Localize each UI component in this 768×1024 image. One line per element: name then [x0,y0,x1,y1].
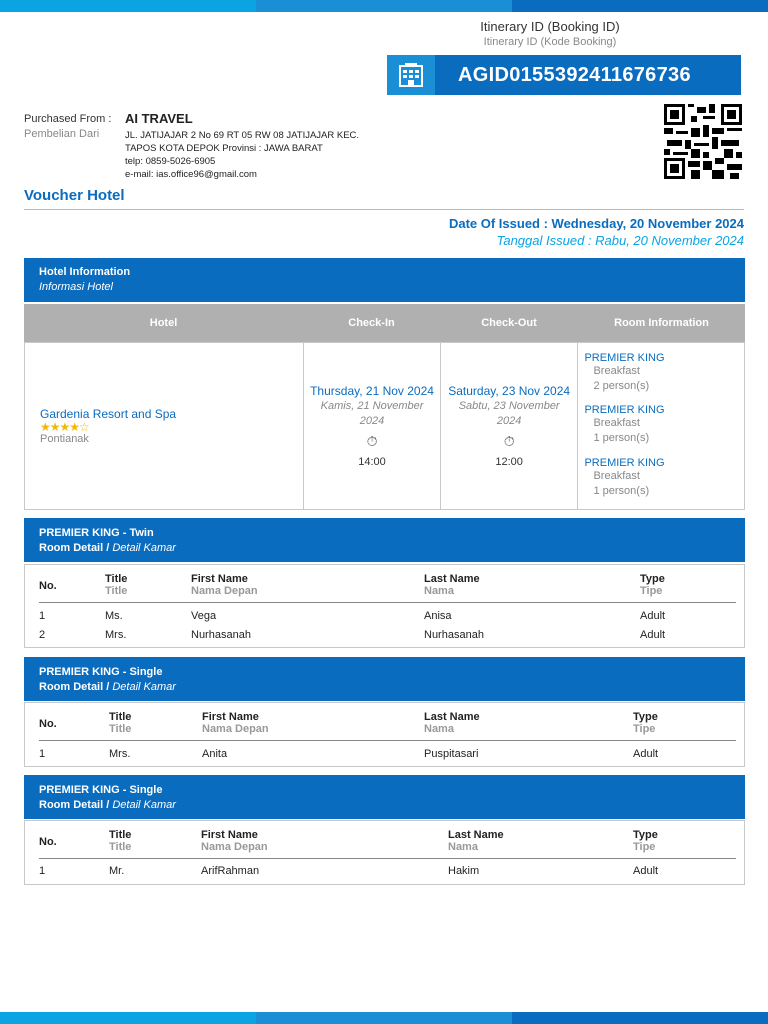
checkout-cell [441,343,579,509]
guest-no: 1 [39,748,46,760]
room-detail-header [24,518,745,562]
header-last-name-id: Nama [424,723,454,735]
hotel-table-header [24,304,745,342]
qr-code-icon [664,104,742,179]
hotel-info-title: Hotel Information [39,266,131,278]
guest-no: 2 [39,629,46,641]
issued-date-id: Tanggal Issued : Rabu, 20 November 2024 [496,233,744,248]
room-meal: Breakfast [593,470,640,482]
itinerary-label: Itinerary ID (Booking ID) [480,19,620,34]
header-first-name: First Name [201,829,258,841]
col-room-info: Room Information [614,317,709,329]
room-detail-label: Room Detail / Detail Kamar [39,799,176,811]
header-type: Type [640,573,665,585]
header-first-name: First Name [202,711,259,723]
header-no: No. [39,836,57,848]
header-no: No. [39,718,57,730]
guest-table [24,702,745,767]
room-name: PREMIER KING [584,404,665,416]
header-first-name: First Name [191,573,248,585]
guest-type: Adult [633,748,659,760]
guest-title: Mrs. [109,748,131,760]
room-info-item [584,404,664,446]
header-type-id: Tipe [633,723,656,735]
header-title-id: Title [109,723,132,735]
agent-phone: telp: 0859-5026-6905 [125,156,216,167]
room-detail-header [24,657,745,701]
guest-title: Mr. [109,865,125,877]
hotel-name: Gardenia Resort and Spa [40,407,177,421]
room-info-cell [578,343,744,509]
agent-address [125,129,425,181]
col-checkout: Check-Out [481,317,537,329]
header-underline [39,858,736,859]
hotel-city: Pontianak [40,433,89,445]
header-type: Type [633,711,658,723]
hotel-icon [387,55,435,95]
header-title: Title [109,829,132,841]
header-type: Type [633,829,658,841]
header-first-name-id: Nama Depan [191,585,258,597]
room-detail-label: Room Detail / Detail Kamar [39,542,176,554]
header-last-name: Last Name [448,829,504,841]
header-first-name-id: Nama Depan [202,723,269,735]
room-detail-label: Room Detail / Detail Kamar [39,681,176,693]
header-title-id: Title [109,841,132,853]
agent-email: e-mail: ias.office96@gmail.com [125,169,257,180]
hotel-info-title-id: Informasi Hotel [39,281,113,293]
hotel-info-header [24,258,745,302]
room-pax: 2 person(s) [593,380,650,392]
itinerary-code: AGID0155392411676736 [458,63,691,86]
guest-last-name: Hakim [448,865,480,877]
itinerary-label-id: Itinerary ID (Kode Booking) [483,36,617,48]
guest-first-name: ArifRahman [201,865,260,877]
guest-table [24,564,745,648]
agent-name: AI TRAVEL [125,111,193,126]
voucher-title: Voucher Hotel [24,187,125,204]
guest-title: Mrs. [105,629,127,641]
room-info-item [584,457,664,499]
guest-first-name: Anita [202,748,228,760]
top-color-bar [0,0,768,12]
col-hotel: Hotel [149,317,178,329]
bottom-color-bar [0,1012,768,1024]
guest-no: 1 [39,865,46,877]
divider [24,209,744,210]
guest-last-name: Anisa [424,610,452,622]
header-first-name-id: Nama Depan [201,841,268,853]
guest-last-name: Nurhasanah [424,629,484,641]
stopwatch-icon: ⏱ [503,433,515,449]
col-checkin: Check-In [348,317,395,329]
address-line-2: TAPOS KOTA DEPOK Provinsi : JAWA BARAT [125,143,323,154]
guest-type: Adult [640,610,666,622]
guest-type: Adult [640,629,666,641]
guest-type: Adult [633,865,659,877]
header-underline [39,740,736,741]
header-last-name: Last Name [424,573,480,585]
guest-last-name: Puspitasari [424,748,479,760]
header-type-id: Tipe [640,585,663,597]
star-rating-icon: ★★★★☆ [40,420,89,434]
header-title: Title [109,711,132,723]
room-type: PREMIER KING - Single [39,666,163,678]
stopwatch-icon: ⏱ [366,433,378,449]
header-title-id: Title [105,585,128,597]
room-meal: Breakfast [593,365,640,377]
guest-first-name: Vega [191,610,217,622]
checkin-time: 14:00 [358,456,386,468]
checkin-date: Thursday, 21 Nov 2024 [310,384,434,398]
header-last-name-id: Nama [424,585,454,597]
address-line-1: JL. JATIJAJAR 2 No 69 RT 05 RW 08 JATIJAJAR KEC. [125,130,360,141]
room-detail-header [24,775,745,819]
header-no: No. [39,580,57,592]
room-name: PREMIER KING [584,457,665,469]
hotel-table-body [24,342,745,510]
header-last-name: Last Name [424,711,480,723]
room-name: PREMIER KING [584,352,665,364]
room-pax: 1 person(s) [593,485,650,497]
header-underline [39,602,736,603]
room-type: PREMIER KING - Twin [39,527,154,539]
purchased-from-label-id: Pembelian Dari [24,128,100,140]
room-info-item [584,352,664,394]
checkin-date-id: Kamis, 21 November 2024 [320,400,424,427]
hotel-cell [25,343,304,509]
room-type: PREMIER KING - Single [39,784,163,796]
checkin-cell [304,343,441,509]
issued-date: Date Of Issued : Wednesday, 20 November 2024 [448,216,744,231]
header-type-id: Tipe [633,841,656,853]
checkout-time: 12:00 [495,456,523,468]
itinerary-id-box [387,55,741,95]
header-last-name-id: Nama [448,841,478,853]
checkout-date-id: Sabtu, 23 November 2024 [458,400,560,427]
room-meal: Breakfast [593,417,640,429]
room-pax: 1 person(s) [593,432,650,444]
guest-table [24,820,745,885]
guest-title: Ms. [105,610,123,622]
header-title: Title [105,573,128,585]
guest-no: 1 [39,610,46,622]
guest-first-name: Nurhasanah [191,629,251,641]
checkout-date: Saturday, 23 Nov 2024 [448,384,571,398]
purchased-from-label: Purchased From : [24,113,112,125]
